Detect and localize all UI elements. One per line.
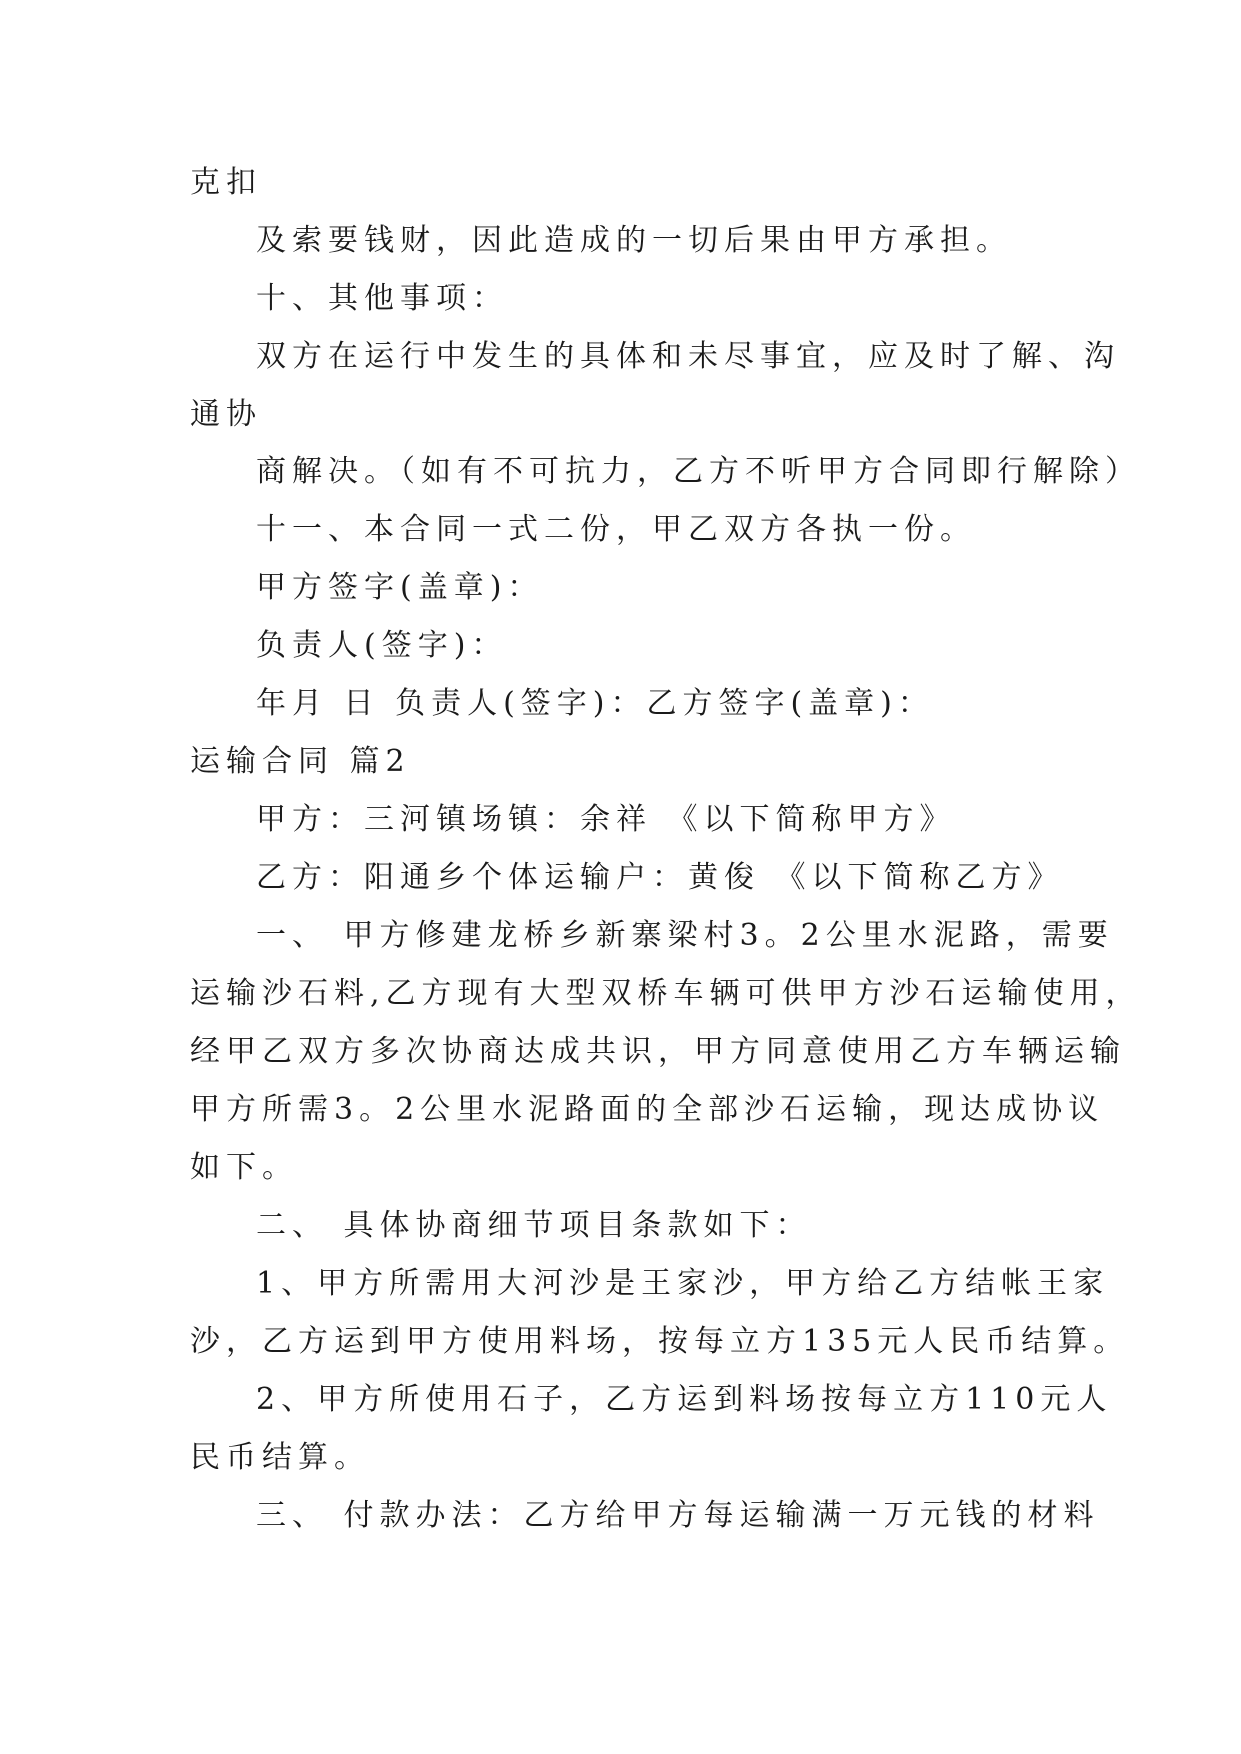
signature-line-party-a: 甲方签字(盖章)： <box>256 570 544 605</box>
clause-line: 二、 具体协商细节项目条款如下： <box>256 1208 812 1243</box>
clause-line: 2、甲方所使用石子，乙方运到料场按每立方110元人 <box>256 1382 1113 1417</box>
text-line: 及索要钱财，因此造成的一切后果由甲方承担。 <box>256 223 1012 258</box>
signature-line-date: 年月 日 负责人(签字)：乙方签字(盖章)： <box>256 686 934 721</box>
text-line: 十一、本合同一式二份，甲乙双方各执一份。 <box>256 512 976 547</box>
party-b-line: 乙方：阳通乡个体运输户：黄俊 《以下简称乙方》 <box>256 860 1064 895</box>
text-line: 甲方所需3。2公里水泥路面的全部沙石运输，现达成协议 <box>190 1092 1105 1127</box>
text-line: 如下。 <box>190 1150 298 1185</box>
signature-line-person-in-charge: 负责人(签字)： <box>256 628 508 663</box>
text-line: 双方在运行中发生的具体和未尽事宜，应及时了解、沟 <box>256 339 1120 374</box>
text-line: 克扣 <box>190 165 262 200</box>
text-line: 商解决。（如有不可抗力，乙方不听甲方合同即行解除） <box>256 454 1141 489</box>
section-heading: 十、其他事项： <box>256 281 508 316</box>
text-line: 经甲乙双方多次协商达成共识，甲方同意使用乙方车辆运输 <box>190 1034 1126 1069</box>
clause-line: 1、甲方所需用大河沙是王家沙，甲方给乙方结帐王家 <box>256 1266 1110 1301</box>
text-line: 沙，乙方运到甲方使用料场，按每立方135元人民币结算。 <box>190 1324 1130 1359</box>
text-line: 民币结算。 <box>190 1440 370 1475</box>
document-section-title: 运输合同 篇2 <box>190 744 411 779</box>
party-a-line: 甲方：三河镇场镇：余祥 《以下简称甲方》 <box>256 802 956 837</box>
clause-line: 三、 付款办法：乙方给甲方每运输满一万元钱的材料 <box>256 1498 1100 1533</box>
clause-line: 一、 甲方修建龙桥乡新寨梁村3。2公里水泥路，需要 <box>256 918 1114 953</box>
text-line: 通协 <box>190 397 262 432</box>
text-line: 运输沙石料,乙方现有大型双桥车辆可供甲方沙石运输使用， <box>190 976 1142 1011</box>
